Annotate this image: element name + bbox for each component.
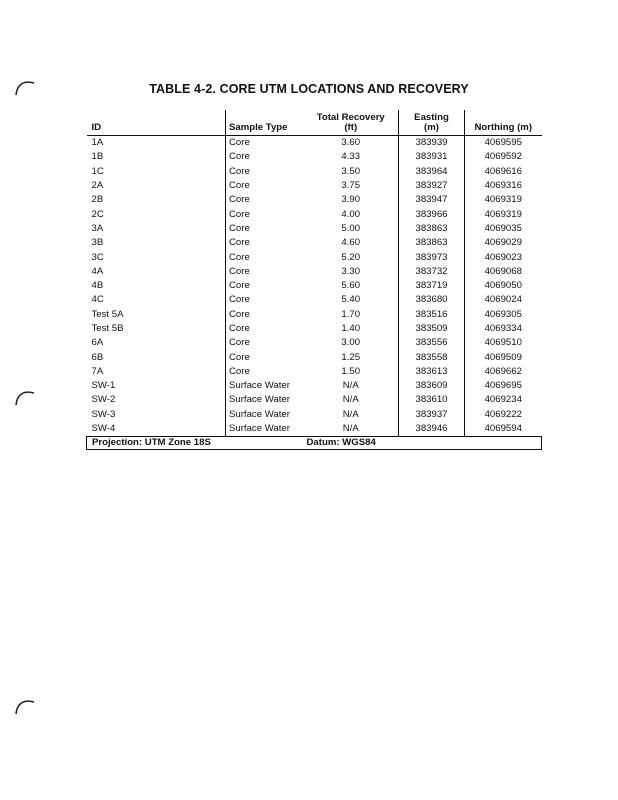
cell-id: SW-3 [87, 408, 226, 422]
cell-sample-type: Core [229, 308, 250, 320]
cell-northing: 4069023 [484, 251, 522, 263]
cell-sample-type: Core [229, 323, 250, 334]
header-northing: Northing (m) [465, 110, 542, 136]
header-id: ID [87, 110, 226, 136]
cell-id: 4A [87, 265, 226, 279]
cell-id: 4C [87, 293, 226, 307]
cell-northing: 4069316 [484, 180, 522, 192]
cell-total-recovery: 1.70 [304, 308, 399, 322]
cell-sample-type: Core [229, 222, 250, 234]
cell-sample-type: Core [229, 251, 250, 263]
cell-easting: 383863 [399, 236, 465, 250]
table-row [87, 250, 542, 264]
cell-easting: 383558 [399, 350, 465, 364]
cell-sample-type: Core [229, 180, 250, 192]
cell-total-recovery: 5.20 [304, 250, 399, 264]
header-easting-line1: Easting [414, 112, 449, 123]
header-sample-type: Sample Type [226, 110, 304, 136]
cell-northing: 4069234 [484, 394, 522, 406]
cell-id: 1A [87, 136, 226, 151]
cell-easting: 383964 [399, 165, 465, 179]
table-row [87, 236, 542, 250]
table-row [87, 265, 542, 279]
cell-total-recovery: 1.25 [304, 350, 399, 364]
cell-sample-type: Core [229, 237, 250, 249]
cell-id: SW-1 [87, 379, 226, 393]
cell-sample-type: Core [229, 208, 250, 220]
cell-total-recovery: 3.30 [304, 265, 399, 279]
table-row [87, 379, 542, 393]
cell-northing: 4069029 [484, 237, 522, 249]
cell-northing: 4069050 [484, 280, 522, 292]
cell-easting: 383966 [399, 207, 465, 221]
cell-total-recovery: N/A [304, 379, 399, 393]
cell-easting: 383937 [399, 408, 465, 422]
cell-easting: 383680 [399, 293, 465, 307]
cell-northing: 4069222 [484, 408, 522, 420]
cell-sample-type: Core [229, 351, 250, 363]
footer-projection: Projection: UTM Zone 18S [87, 437, 304, 450]
cell-sample-type: Surface Water [229, 380, 290, 392]
table-row [87, 408, 542, 422]
cell-id: SW-4 [87, 422, 226, 437]
cell-id: 3A [87, 222, 226, 236]
cell-northing: 4069592 [484, 151, 522, 163]
cell-total-recovery: 1.50 [304, 365, 399, 379]
cell-sample-type: Core [229, 137, 250, 149]
cell-northing: 4069510 [484, 337, 522, 349]
table-row [87, 165, 542, 179]
cell-easting: 383947 [399, 193, 465, 207]
cell-id: 1C [87, 165, 226, 179]
cell-northing: 4069024 [484, 294, 522, 306]
cell-total-recovery: 3.60 [304, 136, 399, 151]
cell-northing: 4069305 [484, 308, 522, 320]
cell-northing: 4069616 [484, 165, 522, 177]
cell-easting: 383609 [399, 379, 465, 393]
cell-sample-type: Core [229, 194, 250, 206]
cell-easting: 383556 [399, 336, 465, 350]
cell-total-recovery: 4.00 [304, 207, 399, 221]
punch-hole-mark [14, 696, 36, 716]
cell-total-recovery: 3.50 [304, 165, 399, 179]
table-row [87, 336, 542, 350]
cell-id: 2B [87, 193, 226, 207]
table-row [87, 350, 542, 364]
table-row [87, 222, 542, 236]
cell-easting: 383516 [399, 308, 465, 322]
cell-id: 1B [87, 150, 226, 164]
cell-sample-type: Core [229, 337, 250, 349]
cell-northing: 4069695 [484, 380, 522, 392]
cell-id: 6A [87, 336, 226, 350]
cell-easting: 383973 [399, 250, 465, 264]
table-row [87, 365, 542, 379]
cell-total-recovery: 5.60 [304, 279, 399, 293]
table-row [87, 193, 542, 207]
cell-easting: 383613 [399, 365, 465, 379]
table-header-row [87, 110, 542, 136]
cell-sample-type: Core [229, 280, 250, 292]
header-easting-line2: (m) [424, 122, 439, 133]
cell-northing: 4069035 [484, 222, 522, 234]
table-footer-row [87, 437, 542, 450]
cell-easting: 383719 [399, 279, 465, 293]
cell-sample-type: Core [229, 165, 250, 177]
header-total-recovery-line1: Total Recovery [316, 112, 385, 123]
cell-total-recovery: N/A [304, 422, 399, 437]
cell-northing: 4069068 [484, 265, 522, 277]
footer-datum: Datum: WGS84 [304, 437, 542, 450]
cell-total-recovery: 4.60 [304, 236, 399, 250]
cell-northing: 4069594 [484, 423, 522, 435]
cell-northing: 4069319 [484, 194, 522, 206]
cell-id: 2A [87, 179, 226, 193]
cell-sample-type: Surface Water [229, 394, 290, 406]
table-body [87, 136, 542, 437]
cell-easting: 383732 [399, 265, 465, 279]
cell-northing: 4069662 [484, 365, 522, 377]
cell-total-recovery: N/A [304, 408, 399, 422]
cell-id: 7A [87, 365, 226, 379]
header-total-recovery [304, 110, 399, 136]
header-easting [399, 110, 465, 136]
cell-id: Test 5B [87, 322, 226, 336]
table-row [87, 422, 542, 437]
cell-sample-type: Core [229, 151, 250, 163]
cell-easting: 383946 [399, 422, 465, 437]
cell-total-recovery: 3.75 [304, 179, 399, 193]
table-row [87, 179, 542, 193]
table-row [87, 279, 542, 293]
table-title: TABLE 4-2. CORE UTM LOCATIONS AND RECOVERY [149, 82, 469, 96]
table-row [87, 308, 542, 322]
cell-northing: 4069334 [484, 323, 522, 334]
cell-northing: 4069319 [484, 208, 522, 220]
cell-id: Test 5A [87, 308, 226, 322]
cell-sample-type: Core [229, 265, 250, 277]
cell-total-recovery: 4.33 [304, 150, 399, 164]
table-row [87, 293, 542, 307]
cell-id: SW-2 [87, 393, 226, 407]
cell-northing: 4069509 [484, 351, 522, 363]
cell-sample-type: Core [229, 294, 250, 306]
cell-id: 3C [87, 250, 226, 264]
cell-total-recovery: 5.00 [304, 222, 399, 236]
cell-easting: 383931 [399, 150, 465, 164]
cell-id: 6B [87, 350, 226, 364]
cell-total-recovery: 3.00 [304, 336, 399, 350]
cell-total-recovery: 5.40 [304, 293, 399, 307]
cell-id: 2C [87, 207, 226, 221]
cell-easting: 383509 [399, 322, 465, 336]
punch-hole-mark [14, 387, 36, 407]
cell-id: 3B [87, 236, 226, 250]
header-total-recovery-line2: (ft) [344, 122, 358, 133]
table-row [87, 322, 542, 336]
cell-sample-type: Surface Water [229, 408, 290, 420]
table-row [87, 136, 542, 151]
table-row [87, 150, 542, 164]
cell-easting: 383939 [399, 136, 465, 151]
cell-easting: 383927 [399, 179, 465, 193]
core-utm-table [86, 110, 542, 450]
table-row [87, 393, 542, 407]
cell-total-recovery: N/A [304, 393, 399, 407]
table-row [87, 207, 542, 221]
cell-total-recovery: 3.90 [304, 193, 399, 207]
cell-northing: 4069595 [484, 137, 522, 149]
cell-id: 4B [87, 279, 226, 293]
cell-sample-type: Surface Water [229, 423, 290, 435]
cell-total-recovery: 1.40 [304, 322, 399, 336]
cell-easting: 383863 [399, 222, 465, 236]
cell-easting: 383610 [399, 393, 465, 407]
cell-sample-type: Core [229, 365, 250, 377]
